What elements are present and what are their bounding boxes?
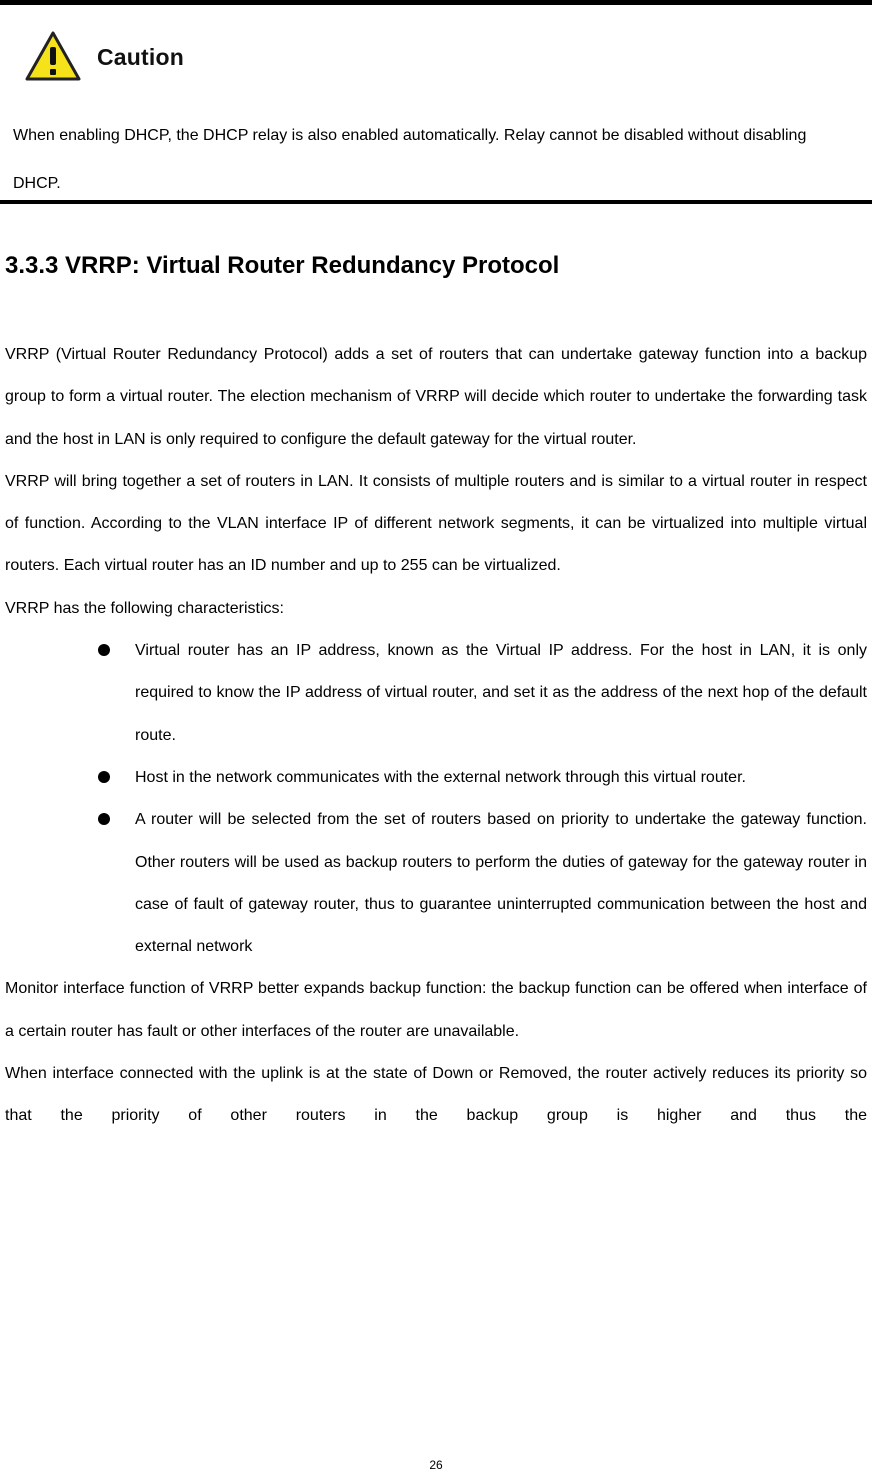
list-item bbox=[5, 630, 867, 757]
paragraph-virtual-router: VRRP will bring together a set of routers in LAN. It consists of multiple routers and is similar to a virtual router in respect of function. According to the VLAN interface IP of different network segments, it can be virtualized into multiple virtual routers. Each virtual router has an ID number and up to 255 can be virtualized. bbox=[5, 472, 867, 575]
bullet-icon bbox=[98, 813, 110, 825]
paragraph-intro: VRRP (Virtual Router Redundancy Protocol) adds a set of routers that can undertake gateway function into a backup group to form a virtual router. The election mechanism of VRRP will decide which router to undertake the forwarding task and the host in LAN is only required to configure the default gateway for the virtual router. bbox=[5, 346, 867, 448]
bottom-rule bbox=[0, 200, 872, 204]
bullet-icon bbox=[98, 644, 110, 656]
list-item bbox=[5, 799, 867, 968]
top-rule bbox=[0, 0, 872, 5]
list-item bbox=[5, 757, 867, 799]
caution-text: When enabling DHCP, the DHCP relay is also enabled automatically. Relay cannot be disabled without disabling DHCP. bbox=[13, 127, 807, 192]
bullet-icon bbox=[98, 771, 110, 783]
caution-label: Caution bbox=[97, 44, 184, 70]
page-number: 26 bbox=[429, 1458, 443, 1472]
characteristics-list bbox=[5, 630, 867, 968]
list-item-text: A router will be selected from the set of routers based on priority to undertake the gateway function. Other routers will be used as backup routers to perform the duties of gateway for the gateway router in case of fault of gateway router, thus to guarantee uninterrupted communication between the host and external network bbox=[135, 811, 867, 956]
paragraph-characteristics: VRRP has the following characteristics: bbox=[5, 599, 284, 617]
paragraph-uplink-state: When interface connected with the uplink is at the state of Down or Removed, the router actively reduces its priority so that the priority of other routers in the backup group is higher and thus the bbox=[5, 1065, 867, 1125]
list-item-text: Host in the network communicates with the external network through this virtual router. bbox=[135, 768, 746, 786]
list-item-text: Virtual router has an IP address, known as the Virtual IP address. For the host in LAN, it is only required to know the IP address of virtual router, and set it as the address of the next hop of the default route. bbox=[135, 642, 867, 744]
body-text bbox=[5, 334, 867, 1138]
section-title: 3.3.3 VRRP: Virtual Router Redundancy Protocol bbox=[5, 252, 560, 279]
paragraph-monitor-interface: Monitor interface function of VRRP better expands backup function: the backup function can be offered when interface of a certain router has fault or other interfaces of the router are unavailable. bbox=[5, 980, 867, 1040]
warning-triangle-icon bbox=[24, 30, 82, 82]
